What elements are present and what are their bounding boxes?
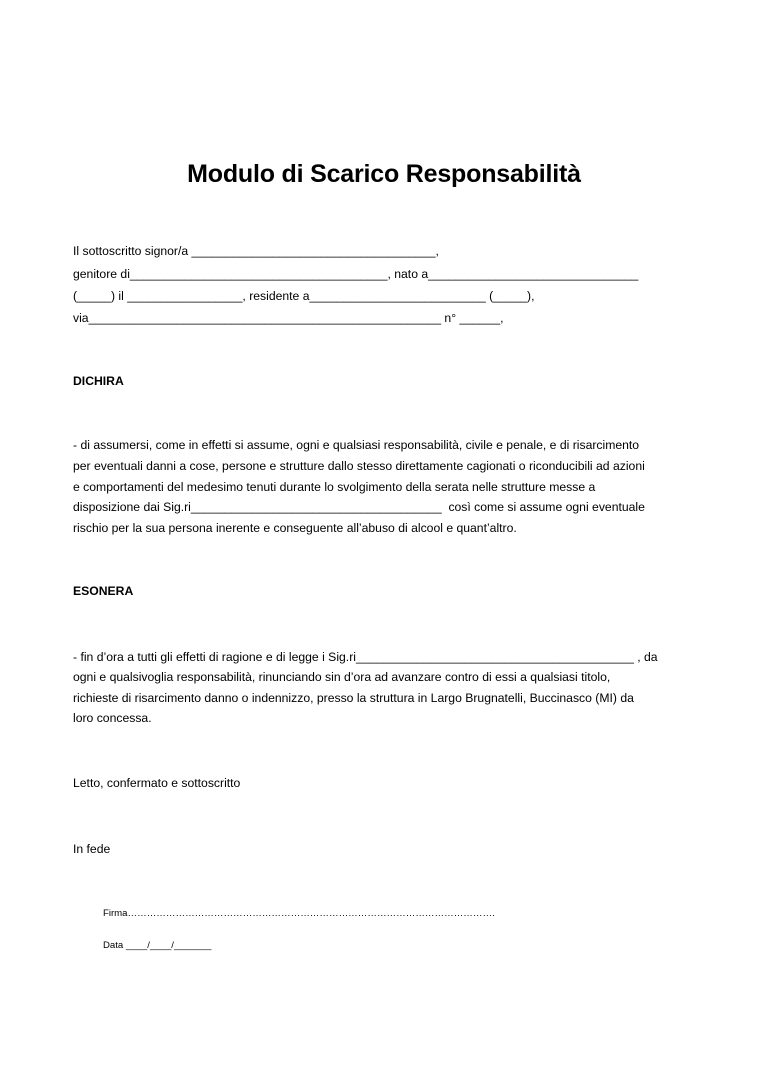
intro-line-4: via____________________________________________________ n° ______, <box>73 311 504 325</box>
intro-line-2: genitore di______________________________________, nato a_______________________________ <box>73 267 639 281</box>
esonera-line-1: - fin d’ora a tutti gli effetti di ragione e di legge i Sig.ri_________________________________________ , da <box>73 650 658 664</box>
esonera-line-2: ogni e qualsivoglia responsabilità, rinunciando sin d’ora ad avanzare contro di essi a qualsiasi titolo, <box>73 670 611 684</box>
date-field[interactable]: Data ____/____/_______ <box>103 940 212 951</box>
dichira-line-1: - di assumersi, come in effetti si assume, ogni e qualsiasi responsabilità, civile e penale, e di risarcimento <box>73 438 640 452</box>
intro-line-3: (_____) il _________________, residente a__________________________ (_____), <box>73 289 535 303</box>
dichira-line-5: rischio per la sua persona inerente e conseguente all’abuso di alcool e quant’altro. <box>73 521 517 535</box>
esonera-line-4: loro concessa. <box>73 711 152 725</box>
dichira-line-3: e comportamenti del medesimo tenuti durante lo svolgimento della serata nelle strutture messe a <box>73 480 596 494</box>
confirmation-text: Letto, confermato e sottoscritto <box>73 776 241 790</box>
section-heading-esonera: ESONERA <box>73 584 134 598</box>
document-title: Modulo di Scarico Responsabilità <box>187 160 581 188</box>
signature-field[interactable]: Firma……………………………………………………………………………………………………. <box>103 908 495 919</box>
section-heading-dichira: DICHIRA <box>73 374 124 388</box>
dichira-line-2: per eventuali danni a cose, persone e strutture dallo stesso direttamente cagionati o riconducibili ad azioni <box>73 459 645 473</box>
intro-line-1: Il sottoscritto signor/a ____________________________________, <box>73 244 439 258</box>
in-fede-text: In fede <box>73 842 111 856</box>
dichira-line-4: disposizione dai Sig.ri_____________________________________ così come si assume ogni eventuale <box>73 500 645 514</box>
esonera-line-3: richieste di risarcimento danno o indennizzo, presso la struttura in Largo Brugnatelli, Buccinasco (MI) da <box>73 691 634 705</box>
